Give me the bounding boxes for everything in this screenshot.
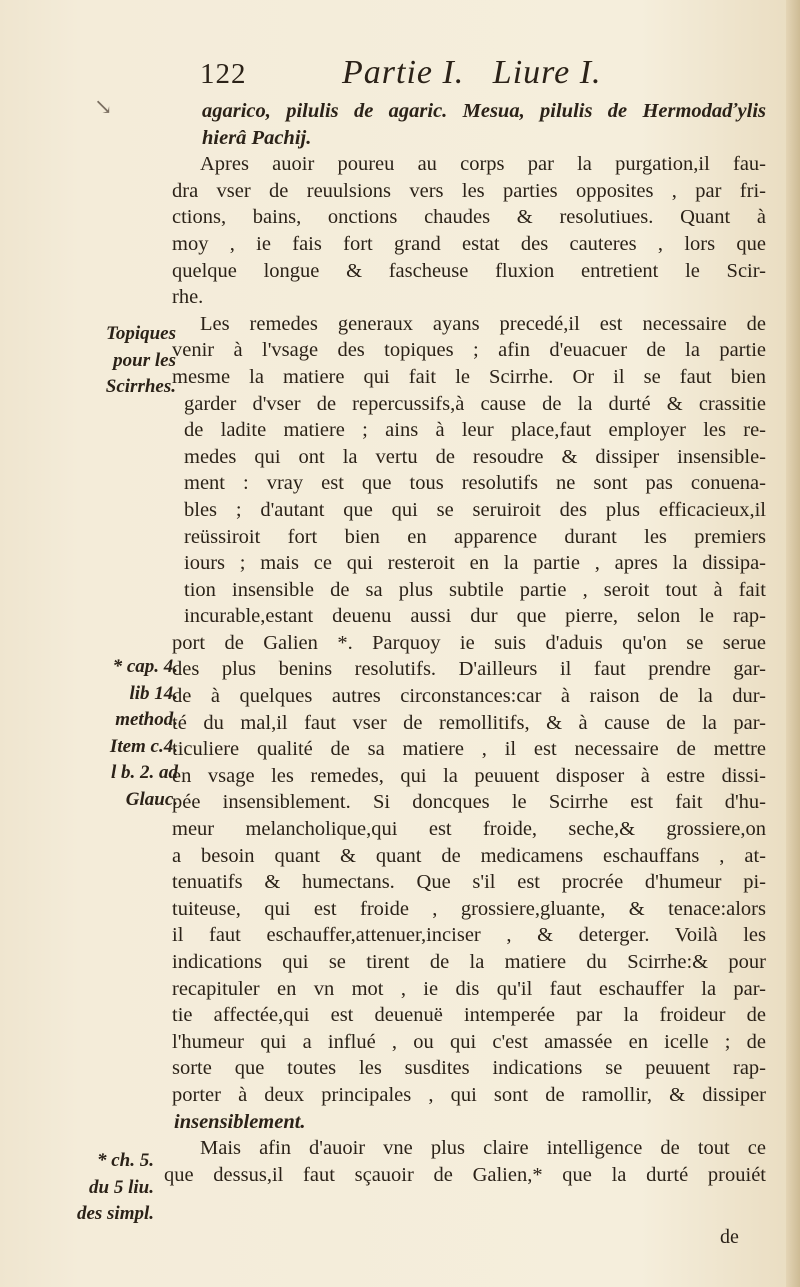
ink-mark: ↘ (94, 94, 113, 119)
text-line: mesme la matiere qui fait le Scirrhe. Or il se faut bien (172, 365, 766, 388)
text-line: rhe. (172, 286, 204, 309)
text-line: de ladite matiere ; ains à leur place,faut employer les re- (184, 419, 766, 442)
text-line: garder d'vser de repercussifs,à cause de la durté & crassitie (184, 392, 766, 415)
margin-note-galien-ref (56, 654, 178, 814)
margin-note-line: Glauc. (125, 788, 178, 810)
margin-note-line: * ch. 5. (97, 1150, 154, 1171)
margin-note-line: lib 14. (129, 682, 178, 704)
text-line: meur melancholique,qui est froide, seche,& grossiere,on (172, 818, 766, 841)
margin-note-line: des simpl. (76, 1203, 154, 1225)
text-line: tie affectée,qui est deuenuë intemperée par la froideur de (172, 1004, 766, 1027)
margin-note-line: * cap. 4. (112, 656, 178, 677)
text-line: reüssiroit fort bien en apparence durant les premiers (184, 525, 766, 548)
text-line: a besoin quant & quant de medicamens eschauffans , at- (172, 844, 766, 867)
text-line: tenuatifs & humectans. Que s'il est procrée d'humeur pi- (172, 871, 766, 894)
text-line: ticuliere qualité de sa matiere , il est necessaire de mettre (172, 738, 766, 761)
text-line: l'humeur qui a influé , ou qui c'est amassée en icelle ; de (172, 1030, 766, 1053)
margin-note-line: l b. 2. ad (110, 762, 178, 784)
text-line: tion insensible de sa plus subtile partie , seroit tout à fait (184, 578, 766, 601)
margin-note-line: method. (115, 709, 178, 731)
page-header (0, 54, 800, 98)
text-line: quelque longue & fascheuse fluxion entretient le Scir- (172, 259, 766, 282)
text-line: Les remedes generaux ayans precedé,il est necessaire de (200, 312, 766, 335)
margin-note-ch5 (52, 1148, 154, 1228)
catchword: de (720, 1226, 739, 1248)
running-title: Partie I. Liure I. (342, 54, 602, 91)
text-line: sorte que toutes les susdites indications se peuuent rap- (172, 1057, 766, 1080)
margin-note-topiques (56, 321, 176, 401)
text-line: hierâ Pachij. (202, 126, 312, 149)
text-line: que dessus,il faut sçauoir de Galien,* que la durté prouiét (164, 1163, 766, 1186)
text-line: tuiteuse, qui est froide , grossiere,gluante, & tenace:alors (172, 897, 766, 920)
text-line: Mais afin d'auoir vne plus claire intelligence de tout ce (200, 1137, 766, 1160)
text-line: venir à l'vsage des topiques ; afin d'euacuer de la partie (172, 339, 766, 362)
body-text (164, 98, 766, 1188)
page-number: 122 (200, 58, 247, 90)
text-line: iours ; mais ce qui resteroit en la partie , apres la dissipa- (184, 552, 766, 575)
margin-note-line: pour les (113, 349, 176, 371)
text-line: port de Galien *. Parquoy ie suis d'aduis qu'on se serue (172, 631, 766, 654)
text-line: pée insensiblement. Si doncques le Scirrhe est fait d'hu- (172, 791, 766, 814)
text-line: indications qui se tirent de la matiere du Scirrhe:& pour (172, 951, 766, 973)
text-line: de à quelques autres circonstances:car à raison de la dur- (172, 685, 766, 708)
text-line: Apres auoir poureu au corps par la purgation,il fau- (200, 153, 766, 176)
text-line: medes qui ont la vertu de resoudre & dissiper insensible- (184, 445, 766, 468)
margin-note-line: Scirrhes. (105, 376, 176, 398)
text-line: recapituler en vn mot , ie dis qu'il faut eschauffer la par- (172, 977, 766, 1000)
text-line: agarico, pilulis de agaric. Mesua, pilulis de Hermodaďylis (202, 100, 766, 122)
text-line: ctions, bains, onctions chaudes & resolutiues. Quant à (172, 206, 766, 229)
text-line: en vsage les remedes, qui la peuuent disposer à estre dissi- (172, 764, 766, 787)
text-line: dra vser de reuulsions vers les parties opposites , par fri- (172, 179, 766, 202)
text-line: insensiblement. (174, 1110, 306, 1133)
text-line: moy , ie fais fort grand estat des cauteres , lors que (172, 232, 766, 255)
text-line: bles ; d'autant que qui se seruiroit des plus efficacieux,il (184, 498, 766, 521)
margin-note-line: du 5 liu. (89, 1176, 154, 1198)
margin-note-line: Topiques (105, 323, 176, 344)
text-line: ment : vray est que tous resolutifs ne sont pas conuena- (184, 472, 766, 495)
text-line: té du mal,il faut vser de remollitifs, & à cause de la par- (172, 711, 766, 734)
page-edge (786, 0, 800, 1287)
text-line: incurable,estant deuenu aussi dur que pierre, selon le rap- (184, 605, 766, 628)
text-line: il faut eschauffer,attenuer,inciser , & deterger. Voilà les (172, 924, 766, 947)
margin-note-line: Item c.4. (109, 735, 178, 757)
text-line: des plus benins resolutifs. D'ailleurs il faut prendre gar- (172, 658, 766, 681)
text-line: porter à deux principales , qui sont de ramollir, & dissiper (172, 1083, 766, 1106)
